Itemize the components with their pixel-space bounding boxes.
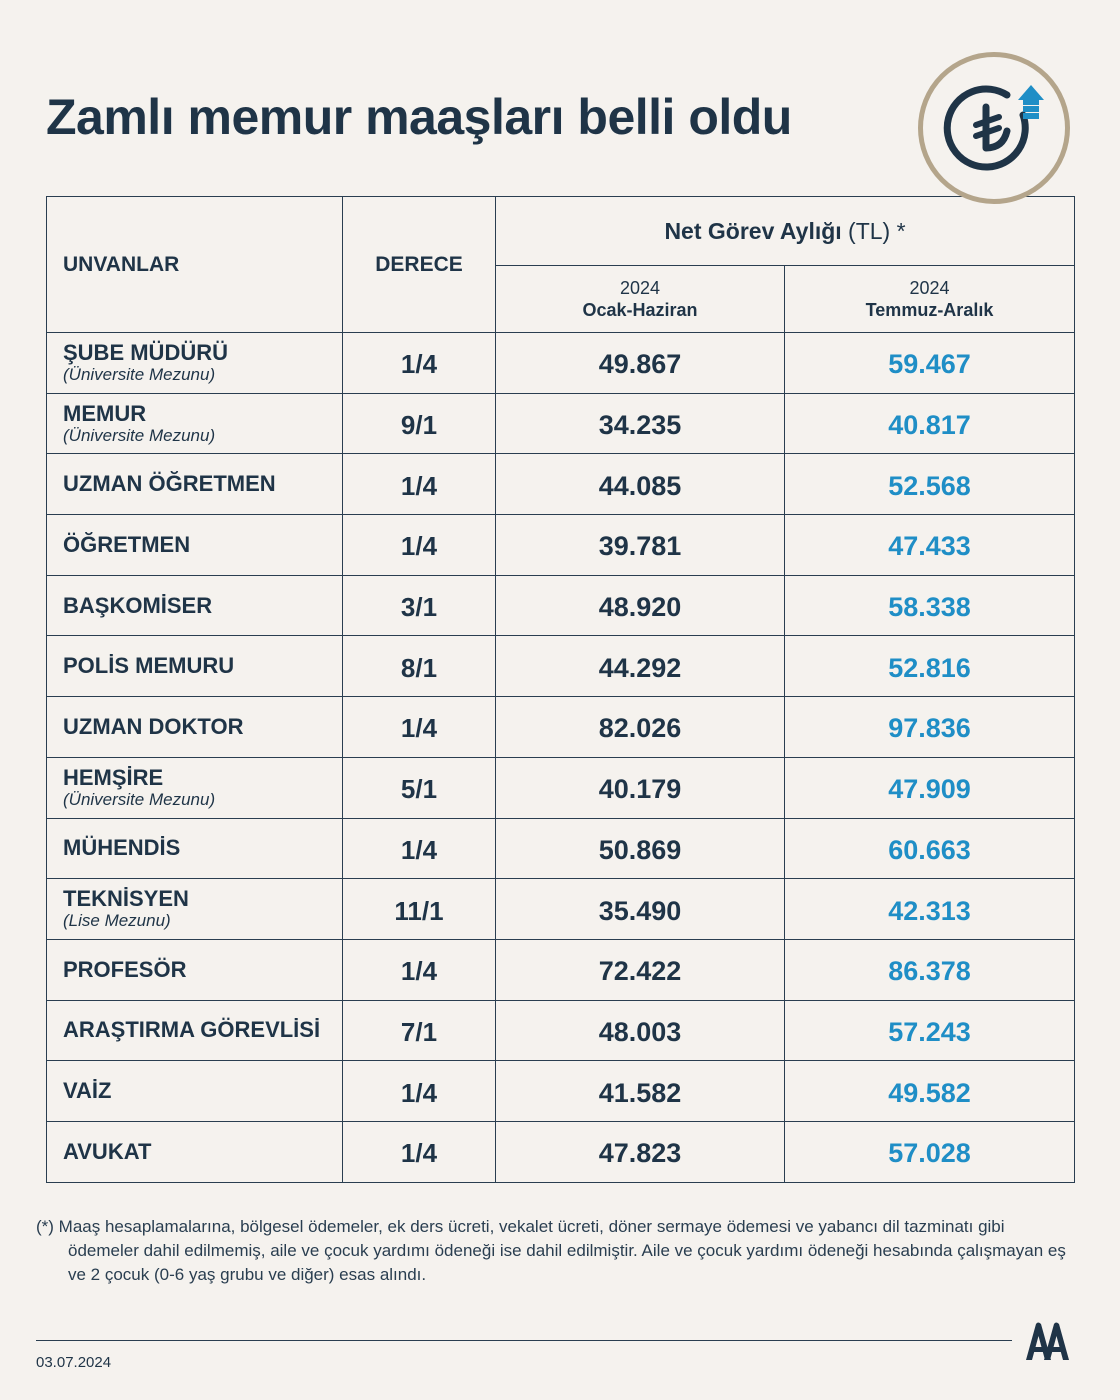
title-name: POLİS MEMURU (63, 653, 235, 679)
title-cell (47, 515, 343, 576)
title-name: UZMAN ÖĞRETMEN (63, 471, 276, 497)
degree-cell: 11/1 (343, 879, 496, 940)
salary-second-half: 97.836 (785, 697, 1075, 758)
salary-first-half: 35.490 (496, 879, 785, 940)
lira-badge (918, 52, 1070, 204)
salary-first-half: 49.867 (496, 333, 785, 394)
column-header-period-2 (785, 266, 1075, 333)
degree-cell: 1/4 (343, 939, 496, 1000)
title-name: ŞUBE MÜDÜRÜ (63, 339, 228, 365)
salary-second-half: 47.909 (785, 757, 1075, 818)
title-cell (47, 1061, 343, 1122)
salary-first-half: 44.085 (496, 454, 785, 515)
title-cell (47, 697, 343, 758)
title-cell (47, 818, 343, 879)
page-title: Zamlı memur maaşları belli oldu (46, 89, 792, 145)
lira-up-arrow-icon (923, 57, 1065, 199)
table-row (47, 575, 1075, 636)
salary-second-half: 58.338 (785, 575, 1075, 636)
salary-second-half: 49.582 (785, 1061, 1075, 1122)
title-cell (47, 757, 343, 818)
table-row (47, 454, 1075, 515)
period-1-year: 2024 (619, 278, 661, 298)
salary-first-half: 34.235 (496, 393, 785, 454)
degree-cell: 1/4 (343, 515, 496, 576)
footnote: (*) Maaş hesaplamalarına, bölgesel ödemeler, ek ders ücreti, vekalet ücreti, döner sermaye ödemesi ve yabancı dil tazminatı gibi ödemeler dahil edilmemiş, aile ve çocuk yardımı ödeneği ise dahil edilmiştir. Aile ve çocuk yardımı ödeneği hesabında çalışmayan eş ve 2 çocuk (0-6 yaş grubu ve diğer) esas alındı. (36, 1217, 1066, 1284)
title-cell (47, 575, 343, 636)
column-header-degree: DERECE (343, 197, 496, 333)
salary-first-half: 72.422 (496, 939, 785, 1000)
table-row (47, 515, 1075, 576)
group-header-bold: Net Görev Aylığı (664, 217, 842, 244)
title-name: BAŞKOMİSER (63, 592, 213, 618)
group-header-unit: (TL) * (841, 217, 906, 244)
salary-first-half: 41.582 (496, 1061, 785, 1122)
publish-date: 03.07.2024 (36, 1354, 112, 1371)
title-name: MEMUR (63, 400, 147, 426)
degree-cell: 1/4 (343, 818, 496, 879)
title-name: MÜHENDİS (63, 835, 181, 861)
salary-table (46, 196, 1075, 1183)
table-row (47, 818, 1075, 879)
aa-logo-icon (1024, 1320, 1072, 1362)
title-name: ARAŞTIRMA GÖREVLİSİ (63, 1017, 321, 1043)
salary-second-half: 42.313 (785, 879, 1075, 940)
title-note: (Üniversite Mezunu) (63, 425, 216, 445)
title-name: PROFESÖR (63, 956, 187, 982)
title-cell (47, 1121, 343, 1182)
title-cell (47, 879, 343, 940)
title-cell (47, 454, 343, 515)
table-row (47, 697, 1075, 758)
table-row (47, 1061, 1075, 1122)
table-body (47, 333, 1075, 1183)
title-cell (47, 939, 343, 1000)
salary-first-half: 44.292 (496, 636, 785, 697)
title-name: AVUKAT (63, 1138, 152, 1164)
period-1-label: Ocak-Haziran (582, 300, 698, 320)
column-header-period-1 (496, 266, 785, 333)
salary-second-half: 47.433 (785, 515, 1075, 576)
table-row (47, 757, 1075, 818)
title-name: HEMŞİRE (63, 764, 164, 790)
title-note: (Üniversite Mezunu) (63, 789, 216, 809)
title-name: VAİZ (63, 1078, 112, 1104)
degree-cell: 8/1 (343, 636, 496, 697)
title-cell (47, 333, 343, 394)
table-row (47, 393, 1075, 454)
salary-second-half: 52.568 (785, 454, 1075, 515)
title-name: ÖĞRETMEN (63, 531, 191, 557)
degree-cell: 3/1 (343, 575, 496, 636)
salary-first-half: 47.823 (496, 1121, 785, 1182)
table-row (47, 1121, 1075, 1182)
title-cell (47, 636, 343, 697)
salary-first-half: 39.781 (496, 515, 785, 576)
salary-first-half: 82.026 (496, 697, 785, 758)
table-row (47, 636, 1075, 697)
salary-first-half: 48.003 (496, 1000, 785, 1061)
degree-cell: 1/4 (343, 697, 496, 758)
salary-second-half: 57.243 (785, 1000, 1075, 1061)
table-row (47, 879, 1075, 940)
degree-cell: 5/1 (343, 757, 496, 818)
title-name: UZMAN DOKTOR (63, 713, 244, 739)
degree-cell: 1/4 (343, 1061, 496, 1122)
title-name: TEKNİSYEN (63, 886, 189, 912)
table-row (47, 939, 1075, 1000)
degree-cell: 1/4 (343, 333, 496, 394)
degree-cell: 1/4 (343, 454, 496, 515)
salary-second-half: 86.378 (785, 939, 1075, 1000)
column-group-header (496, 197, 1075, 266)
title-cell (47, 393, 343, 454)
period-2-year: 2024 (909, 278, 950, 298)
salary-second-half: 59.467 (785, 333, 1075, 394)
title-note: (Üniversite Mezunu) (63, 364, 216, 384)
salary-second-half: 57.028 (785, 1121, 1075, 1182)
salary-second-half: 40.817 (785, 393, 1075, 454)
title-note: (Lise Mezunu) (63, 911, 171, 931)
salary-first-half: 50.869 (496, 818, 785, 879)
salary-second-half: 52.816 (785, 636, 1075, 697)
table-row (47, 333, 1075, 394)
table-row (47, 1000, 1075, 1061)
degree-cell: 7/1 (343, 1000, 496, 1061)
degree-cell: 9/1 (343, 393, 496, 454)
title-cell (47, 1000, 343, 1061)
period-2-label: Temmuz-Aralık (865, 300, 994, 320)
salary-second-half: 60.663 (785, 818, 1075, 879)
degree-cell: 1/4 (343, 1121, 496, 1182)
footer-divider (36, 1340, 1012, 1341)
salary-first-half: 48.920 (496, 575, 785, 636)
salary-first-half: 40.179 (496, 757, 785, 818)
column-header-titles: UNVANLAR (47, 197, 343, 333)
